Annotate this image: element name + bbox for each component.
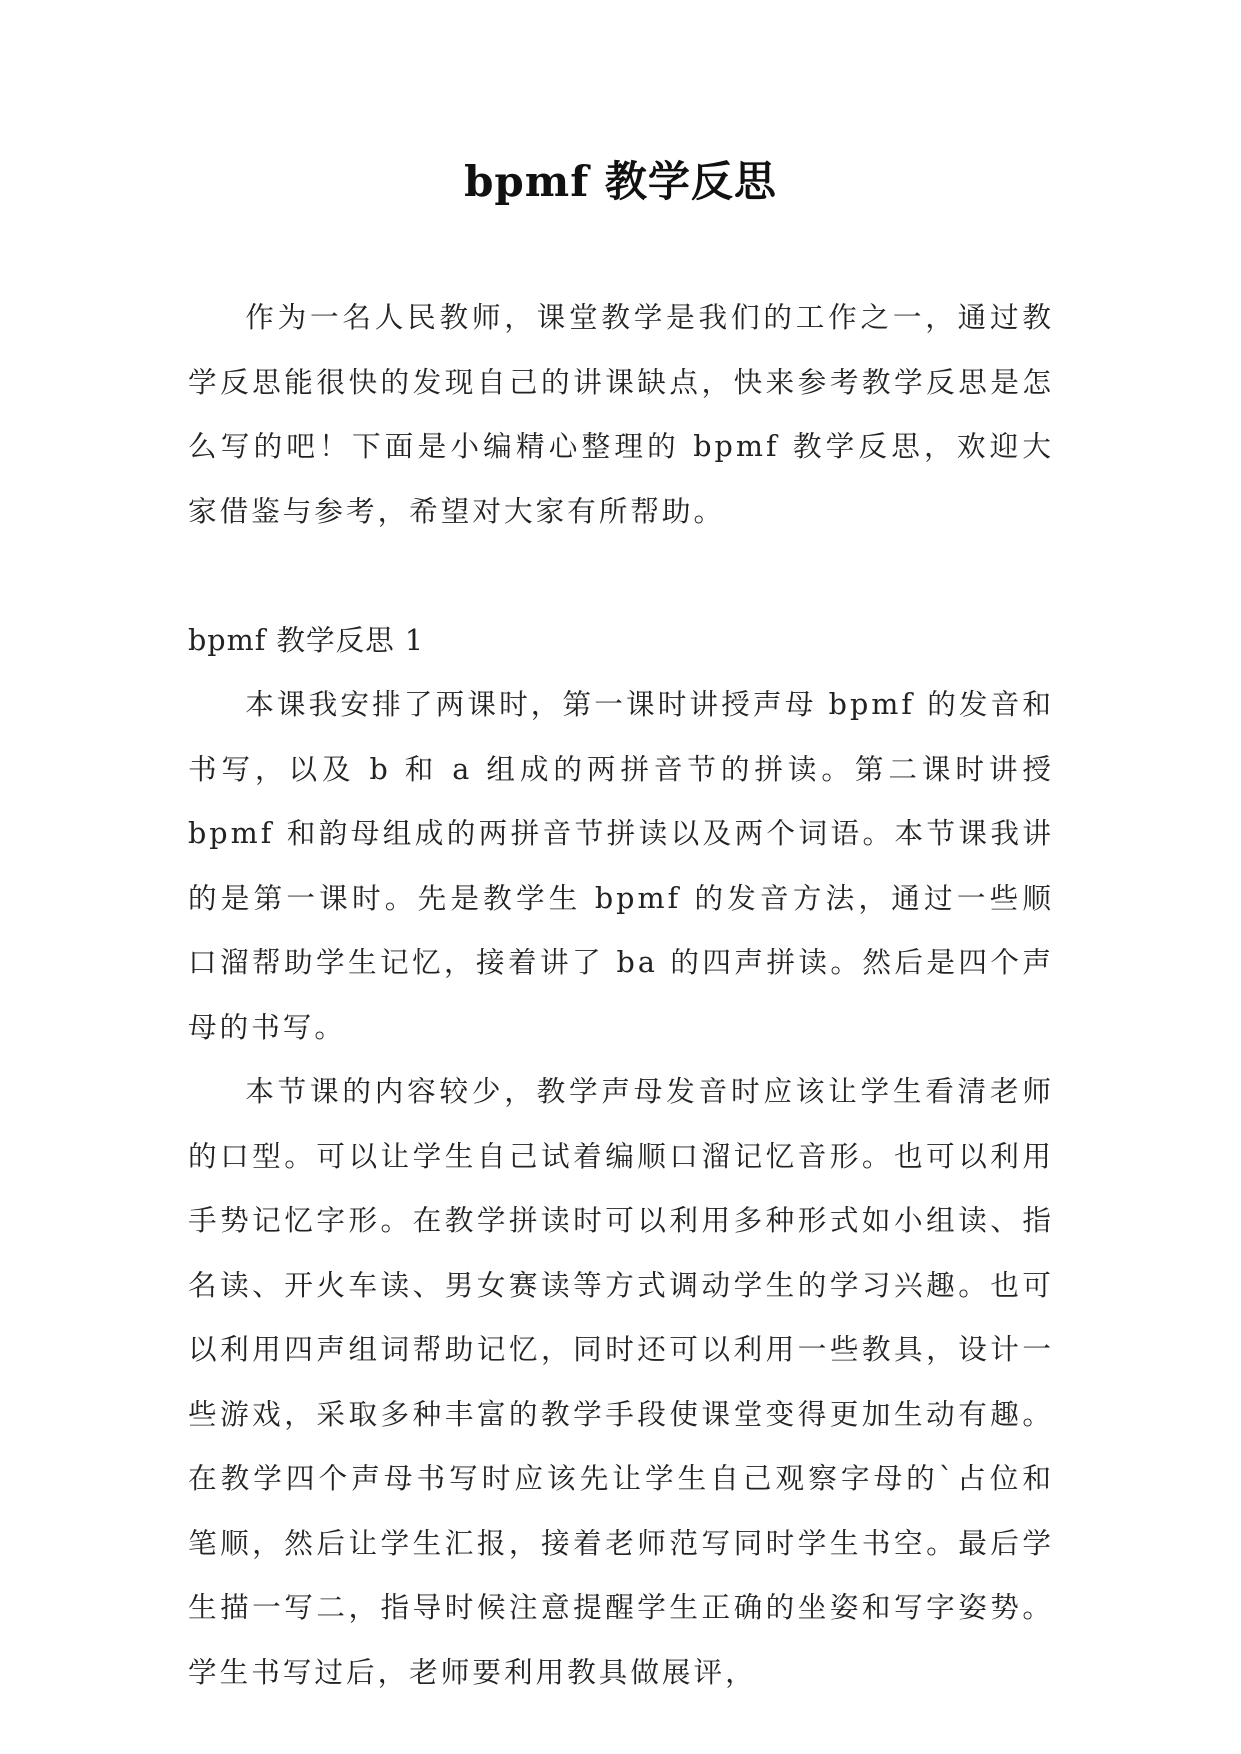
section-heading: bpmf 教学反思 1 <box>188 622 425 657</box>
intro-paragraph: 作为一名人民教师，课堂教学是我们的工作之一，通过教学反思能很快的发现自己的讲课缺点，快来参考教学反思是怎么写的吧！下面是小编精心整理的 bpmf 教学反思，欢迎大家借鉴与参考，希望对大家有所帮助。 <box>188 300 1054 528</box>
body-paragraph: 本课我安排了两课时，第一课时讲授声母 bpmf 的发音和书写，以及 b 和 a 组成的两拼音节的拼读。第二课时讲授 bpmf 和韵母组成的两拼音节拼读以及两个词语。本节课我讲的是第一课时。先是教学生 bpmf 的发音方法，通过一些顺口溜帮助学生记忆，接着讲了 ba 的四声拼读。然后是四个声母的书写。 <box>188 687 1054 1044</box>
document-body <box>188 285 1054 1704</box>
body-paragraph: 本节课的内容较少，教学声母发音时应该让学生看清老师的口型。可以让学生自己试着编顺口溜记忆音形。也可以利用手势记忆字形。在教学拼读时可以利用多种形式如小组读、指名读、开火车读、男女赛读等方式调动学生的学习兴趣。也可以利用四声组词帮助记忆，同时还可以利用一些教具，设计一些游戏，采取多种丰富的教学手段使课堂变得更加生动有趣。在教学四个声母书写时应该先让学生自己观察字母的`占位和笔顺，然后让学生汇报，接着老师范写同时学生书空。最后学生描一写二，指导时候注意提醒学生正确的坐姿和写字姿势。学生书写过后，老师要利用教具做展评， <box>188 1074 1054 1689</box>
document-title: bpmf 教学反思 <box>464 157 777 206</box>
